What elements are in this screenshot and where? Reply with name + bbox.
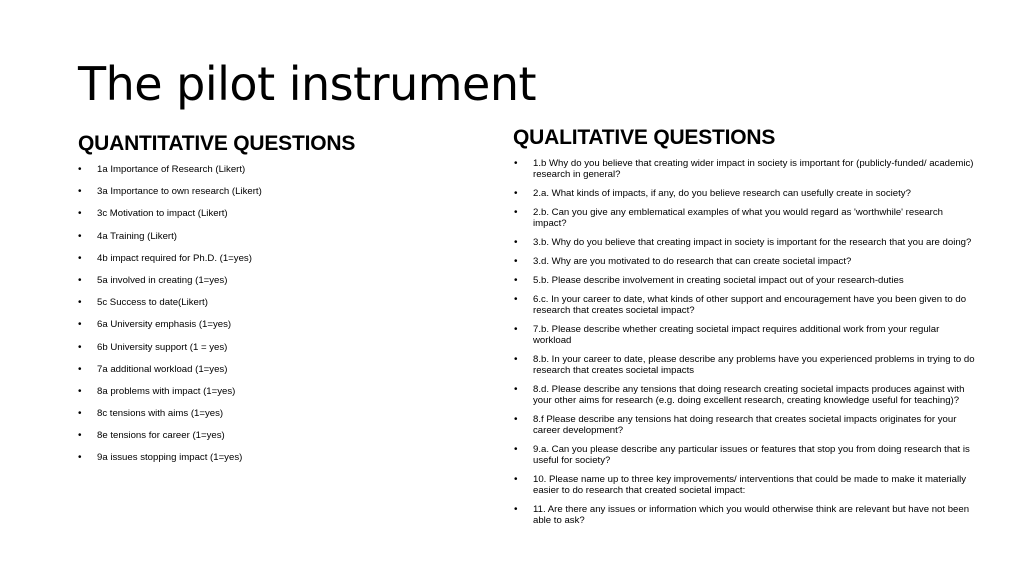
bullet-icon: • bbox=[78, 452, 82, 464]
list-item: • 8e tensions for career (1=yes) bbox=[78, 430, 225, 442]
bullet-icon: • bbox=[78, 186, 82, 198]
bullet-icon: • bbox=[514, 444, 518, 455]
bullet-icon: • bbox=[78, 363, 82, 375]
bullet-icon: • bbox=[78, 341, 82, 353]
bullet-icon: • bbox=[78, 252, 82, 264]
list-item: • 8.d. Please describe any tensions that doing research creating societal impacts produces against with your other aims for research (e.g. doing excellent research, creating knowledge useful for teaching)? bbox=[514, 384, 965, 406]
bullet-icon: • bbox=[514, 324, 518, 335]
list-item: • 9.a. Can you please describe any particular issues or features that stop you from doing research that is useful for society? bbox=[514, 444, 970, 466]
bullet-icon: • bbox=[78, 385, 82, 397]
bullet-icon: • bbox=[514, 414, 518, 425]
bullet-icon: • bbox=[514, 188, 518, 199]
bullet-icon: • bbox=[514, 354, 518, 365]
bullet-icon: • bbox=[514, 384, 518, 395]
list-item: • 8.b. In your career to date, please describe any problems have you experienced problems in trying to do research that creates societal impacts bbox=[514, 354, 975, 376]
bullet-icon: • bbox=[514, 275, 518, 286]
list-item: • 4a Training (Likert) bbox=[78, 230, 177, 242]
list-item: • 1.b Why do you believe that creating wider impact in society is important for (publicly-funded/ academic) research in general? bbox=[514, 158, 974, 180]
list-item: • 6b University support (1 = yes) bbox=[78, 341, 228, 353]
list-item: • 5c Success to date(Likert) bbox=[78, 297, 208, 309]
list-item: • 3c Motivation to impact (Likert) bbox=[78, 208, 228, 220]
bullet-icon: • bbox=[78, 274, 82, 286]
list-item: • 1a Importance of Research (Likert) bbox=[78, 164, 246, 175]
bullet-icon: • bbox=[514, 207, 518, 218]
list-item: • 7a additional workload (1=yes) bbox=[78, 363, 228, 375]
list-item: • 3.d. Why are you motivated to do research that can create societal impact? bbox=[514, 256, 852, 267]
list-item: • 2.b. Can you give any emblematical examples of what you would regard as 'worthwhile' research impact? bbox=[514, 207, 944, 229]
list-item: • 3a Importance to own research (Likert) bbox=[78, 186, 262, 198]
bullet-icon: • bbox=[78, 208, 82, 220]
bullet-icon: • bbox=[514, 474, 518, 485]
bullet-icon: • bbox=[514, 294, 518, 305]
slide-title: The pilot instrument bbox=[78, 57, 537, 111]
list-item: • 6a University emphasis (1=yes) bbox=[78, 319, 232, 331]
list-item: • 7.b. Please describe whether creating societal impact requires additional work from your regular workload bbox=[514, 324, 940, 346]
qualitative-list bbox=[514, 158, 978, 534]
bullet-icon: • bbox=[78, 319, 82, 331]
quantitative-list bbox=[78, 164, 427, 475]
list-item: • 10. Please name up to three key improvements/ interventions that could be made to make it materially easier to do research that created societal impact: bbox=[514, 474, 967, 496]
quantitative-heading: QUANTITATIVE QUESTIONS bbox=[78, 132, 356, 155]
bullet-icon: • bbox=[514, 158, 518, 169]
list-item: • 11. Are there any issues or information which you would otherwise think are relevant but have not been able to ask? bbox=[514, 504, 970, 526]
list-item: • 5.b. Please describe involvement in creating societal impact out of your research-duties bbox=[514, 275, 904, 286]
bullet-icon: • bbox=[78, 297, 82, 309]
list-item: • 9a issues stopping impact (1=yes) bbox=[78, 452, 243, 464]
bullet-icon: • bbox=[78, 430, 82, 442]
bullet-icon: • bbox=[514, 237, 518, 248]
bullet-icon: • bbox=[514, 256, 518, 267]
list-item: • 8c tensions with aims (1=yes) bbox=[78, 408, 224, 420]
list-item: • 6.c. In your career to date, what kinds of other support and encouragement have you been given to do research that creates societal impact? bbox=[514, 294, 967, 316]
list-item: • 8.f Please describe any tensions hat doing research that creates societal impacts originates for your career development? bbox=[514, 414, 957, 436]
list-item: • 3.b. Why do you believe that creating impact in society is important for the research that you are doing? bbox=[514, 237, 972, 248]
list-item: • 5a involved in creating (1=yes) bbox=[78, 274, 228, 286]
list-item: • 2.a. What kinds of impacts, if any, do you believe research can usefully create in society? bbox=[514, 188, 911, 199]
bullet-icon: • bbox=[514, 504, 518, 515]
list-item: • 8a problems with impact (1=yes) bbox=[78, 385, 236, 397]
qualitative-heading: QUALITATIVE QUESTIONS bbox=[513, 126, 776, 149]
bullet-icon: • bbox=[78, 164, 82, 175]
bullet-icon: • bbox=[78, 408, 82, 420]
list-item: • 4b impact required for Ph.D. (1=yes) bbox=[78, 252, 252, 264]
bullet-icon: • bbox=[78, 230, 82, 242]
